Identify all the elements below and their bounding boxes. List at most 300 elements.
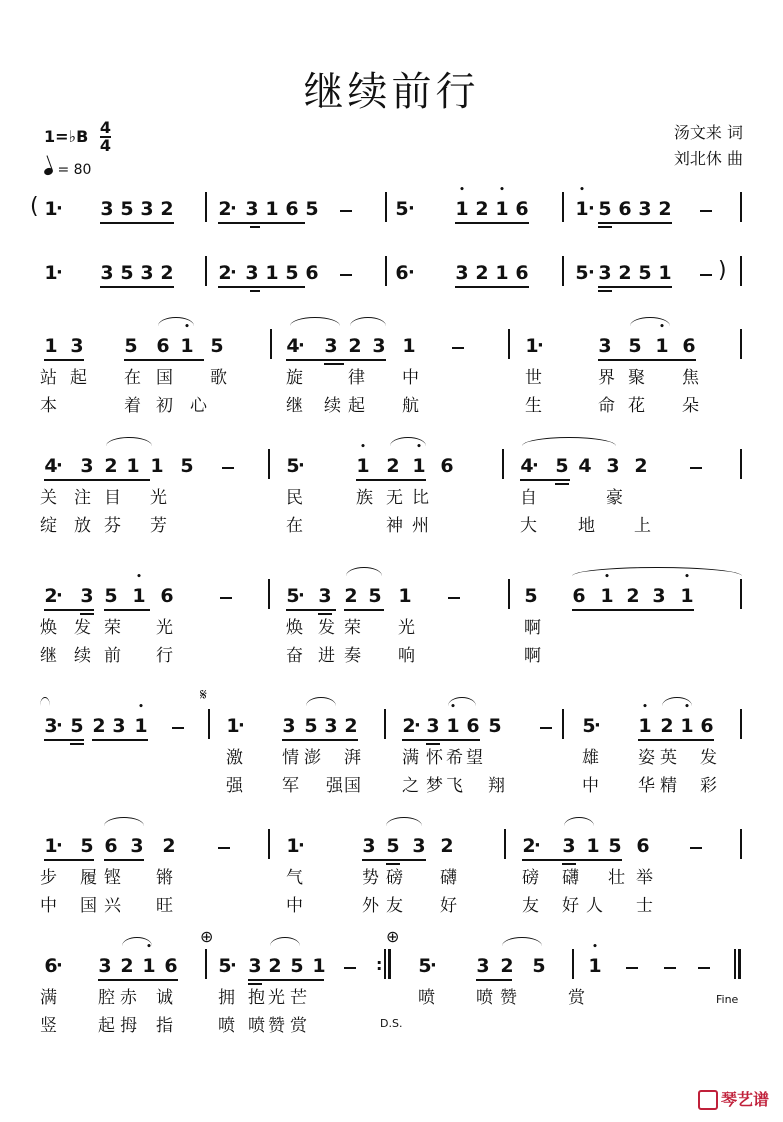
underline-beat: [598, 222, 672, 224]
bar-line: [508, 579, 510, 609]
underline-beat: [218, 222, 245, 224]
jianpu-note: • 1: [680, 715, 694, 737]
dot: ·: [408, 198, 415, 219]
quarter-note-icon: [43, 167, 54, 177]
underline-beat: [286, 609, 336, 611]
dot: ·: [56, 715, 63, 736]
lyric-char: 在: [124, 368, 141, 388]
jianpu-note: 5: [210, 335, 224, 357]
lyric-char: 起: [98, 1016, 115, 1036]
lyric-char: 赤: [120, 988, 137, 1008]
slur-arc: [390, 437, 426, 446]
jianpu-note: 2: [160, 198, 174, 220]
sustain-dash: [690, 467, 702, 469]
lyric-char: 世: [525, 368, 542, 388]
lyric-char: 继: [40, 646, 57, 666]
lyric-char: 士: [636, 896, 653, 916]
sustain-dash: [448, 597, 460, 599]
repeat-bar: [388, 949, 391, 979]
underline-beat: [70, 743, 84, 745]
lyric-char: 彩: [700, 776, 717, 796]
underline-beat: [282, 739, 358, 741]
lyric-char: 继: [286, 396, 303, 416]
jianpu-note: 1: [402, 335, 416, 357]
lyric-char: 抱: [248, 988, 265, 1008]
slur-arc: [522, 437, 616, 446]
jianpu-note: 2: [344, 585, 358, 607]
time-bottom: 4: [99, 136, 111, 155]
dot: ·: [298, 455, 305, 476]
jianpu-note: 4: [44, 455, 58, 477]
jianpu-note: 5: [290, 955, 304, 977]
jianpu-note: 1: [44, 262, 58, 284]
underline-beat: [104, 479, 150, 481]
jianpu-note: • 1: [412, 455, 426, 477]
lyric-char: 举: [636, 868, 653, 888]
jianpu-note: 5: [304, 715, 318, 737]
lyric-char: 歌: [210, 368, 227, 388]
jianpu-note: 6: [636, 835, 650, 857]
bar-line: [572, 949, 574, 979]
repeat-dots: :: [376, 955, 383, 974]
jianpu-note: 6: [682, 335, 696, 357]
lyric-char: 续: [74, 646, 91, 666]
jianpu-note: 3: [455, 262, 469, 284]
bar-line: [562, 192, 564, 222]
dot: ·: [588, 198, 595, 219]
jianpu-note: 3: [140, 198, 154, 220]
jianpu-note: 5: [395, 198, 409, 220]
underline-beat: [100, 286, 174, 288]
lyric-char: 大: [520, 516, 537, 536]
jianpu-note: 3: [324, 715, 338, 737]
jianpu-note: 1: [495, 262, 509, 284]
coda-icon: ⊕: [200, 927, 214, 946]
lyric-char: 界: [598, 368, 615, 388]
lyric-char: 怀: [426, 748, 443, 768]
slur-arc: [386, 817, 422, 826]
jianpu-note: 5: [286, 455, 300, 477]
underline-beat: [455, 286, 529, 288]
jianpu-note: 6: [285, 198, 299, 220]
lyric-char: 目: [104, 488, 121, 508]
bar-line: [740, 192, 742, 222]
lyric-char: 前: [104, 646, 121, 666]
dot: ·: [56, 835, 63, 856]
underline-beat: [455, 222, 529, 224]
jianpu-note: • 1: [455, 198, 469, 220]
lyric-char: 友: [386, 896, 403, 916]
bar-line: [385, 256, 387, 286]
lyric-char: 中: [582, 776, 599, 796]
lyric-char: 本: [40, 396, 57, 416]
jianpu-note: 1: [150, 455, 164, 477]
underline-beat: [100, 222, 174, 224]
underline-beat: [92, 739, 148, 741]
jianpu-note: 6: [466, 715, 480, 737]
bar-line: [205, 949, 207, 979]
lyric-char: 上: [634, 516, 651, 536]
underline-beat: [104, 609, 150, 611]
repeat-open: (: [30, 194, 39, 219]
underline-beat: [248, 979, 324, 981]
bar-line: [562, 256, 564, 286]
jianpu-note: 2: [626, 585, 640, 607]
lyric-char: 啊: [524, 646, 541, 666]
lyric-char: 比: [412, 488, 429, 508]
lyric-char: 强: [326, 776, 343, 796]
jianpu-note: 6: [700, 715, 714, 737]
lyric-char: 旋: [286, 368, 303, 388]
jianpu-note: 5: [582, 715, 596, 737]
sustain-dash: [698, 967, 710, 969]
jianpu-note: 5: [180, 455, 194, 477]
jianpu-note: 2: [660, 715, 674, 737]
bar-line: [268, 829, 270, 859]
underline-beat: [44, 739, 84, 741]
jianpu-note: 1: [126, 455, 140, 477]
slur-arc: [630, 317, 670, 326]
jianpu-note: 2: [344, 715, 358, 737]
lyric-char: 民: [286, 488, 303, 508]
lyric-char: 锵: [156, 868, 173, 888]
slur-arc: [270, 937, 300, 946]
lyric-char: 荣: [104, 618, 121, 638]
jianpu-note: 6: [104, 835, 118, 857]
dot: ·: [230, 198, 237, 219]
slur-arc: [564, 817, 594, 826]
slur-arc: [290, 317, 340, 326]
jianpu-note: 6: [572, 585, 586, 607]
slur-arc: [448, 697, 476, 706]
jianpu-note: 1: [586, 835, 600, 857]
sustain-dash: [700, 210, 712, 212]
jianpu-note: 3: [318, 585, 332, 607]
jianpu-note: • 1: [134, 715, 148, 737]
bar-line: [504, 829, 506, 859]
jianpu-note: • 1: [142, 955, 156, 977]
lyric-char: 英: [660, 748, 677, 768]
jianpu-note: 1: [658, 262, 672, 284]
jianpu-note: 3: [562, 835, 576, 857]
slur-arc: [106, 437, 152, 446]
jianpu-note: 3: [140, 262, 154, 284]
lyric-char: 发: [74, 618, 91, 638]
jianpu-note: 3: [372, 335, 386, 357]
bar-line: [740, 329, 742, 359]
jianpu-note: 5: [598, 198, 612, 220]
composer: 刘北休 曲: [673, 149, 743, 168]
jianpu-note: 5: [70, 715, 84, 737]
jianpu-note: • 1: [495, 198, 509, 220]
lyric-char: 外: [362, 896, 379, 916]
lyric-char: 站: [40, 368, 57, 388]
logo-icon: [698, 1090, 718, 1110]
lyric-char: 气: [286, 868, 303, 888]
jianpu-note: 1: [525, 335, 539, 357]
bar-line: [508, 329, 510, 359]
ds-marking: D.S.: [380, 1017, 403, 1030]
credits: [674, 120, 743, 172]
jianpu-note: • 1: [356, 455, 370, 477]
lyric-char: 满: [402, 748, 419, 768]
dot: ·: [534, 835, 541, 856]
jianpu-note: • 1: [600, 585, 614, 607]
jianpu-note: 5: [305, 198, 319, 220]
dot: ·: [56, 455, 63, 476]
jianpu-note: 3: [245, 262, 259, 284]
dot: ·: [56, 262, 63, 283]
lyric-char: 注: [74, 488, 91, 508]
jianpu-note: 6: [305, 262, 319, 284]
underline-beat: [245, 286, 305, 288]
lyric-char: 着: [124, 396, 141, 416]
sustain-dash: [452, 347, 464, 349]
lyric-char: 芳: [150, 516, 167, 536]
jianpu-note: • 1: [588, 955, 602, 977]
lyric-char: 心: [190, 396, 207, 416]
slur-arc: [40, 697, 50, 706]
jianpu-note: • 1: [655, 335, 669, 357]
lyric-char: 荣: [344, 618, 361, 638]
jianpu-note: 5: [524, 585, 538, 607]
jianpu-note: • 1: [446, 715, 460, 737]
lyric-char: 履: [80, 868, 97, 888]
lyric-char: 礴: [440, 868, 457, 888]
lyric-char: 华: [638, 776, 655, 796]
lyric-char: 友: [522, 896, 539, 916]
slur-arc: [122, 937, 152, 946]
lyric-char: 芒: [290, 988, 307, 1008]
jianpu-note: 6: [164, 955, 178, 977]
jianpu-note: 6: [515, 262, 529, 284]
slur-arc: [662, 697, 692, 706]
coda-icon: ⊕: [386, 927, 400, 946]
jianpu-note: 3: [324, 335, 338, 357]
lyric-char: 聚: [628, 368, 645, 388]
underline-beat: [245, 222, 305, 224]
underline-beat: [522, 859, 622, 861]
lyric-char: 磅: [522, 868, 539, 888]
jianpu-note: 2: [658, 198, 672, 220]
dot: ·: [230, 262, 237, 283]
underline-beat: [218, 286, 245, 288]
jianpu-note: 3: [70, 335, 84, 357]
underline-beat: [598, 286, 672, 288]
key-label: 1=♭B: [44, 126, 89, 146]
jianpu-note: 3: [412, 835, 426, 857]
jianpu-note: 2: [522, 835, 536, 857]
jianpu-note: • 1: [132, 585, 146, 607]
bar-line: [205, 192, 207, 222]
lyric-char: 响: [398, 646, 415, 666]
lyric-char: 翔: [488, 776, 505, 796]
lyric-char: 朵: [682, 396, 699, 416]
lyric-char: 光: [398, 618, 415, 638]
dot: ·: [594, 715, 601, 736]
sustain-dash: [172, 727, 184, 729]
lyric-char: 指: [156, 1016, 173, 1036]
lyric-char: 奋: [286, 646, 303, 666]
time-top: 4: [99, 118, 111, 137]
lyric-char: 中: [286, 896, 303, 916]
jianpu-note: 3: [112, 715, 126, 737]
slur-arc: [502, 937, 542, 946]
jianpu-note: 2: [160, 262, 174, 284]
segno-icon: 𝄋: [200, 685, 207, 704]
underline-beat: [44, 609, 94, 611]
jianpu-note: 1: [226, 715, 240, 737]
lyric-char: 神: [386, 516, 403, 536]
jianpu-note: 5: [104, 585, 118, 607]
jianpu-note: 3: [44, 715, 58, 737]
jianpu-note: 5: [628, 335, 642, 357]
lyric-char: 旺: [156, 896, 173, 916]
dot: ·: [238, 715, 245, 736]
jianpu-note: 2: [500, 955, 514, 977]
jianpu-note: 1: [312, 955, 326, 977]
lyric-char: 花: [628, 396, 645, 416]
sustain-dash: [344, 967, 356, 969]
jianpu-note: 3: [130, 835, 144, 857]
dot: ·: [298, 585, 305, 606]
lyric-char: 在: [286, 516, 303, 536]
bar-line: [268, 449, 270, 479]
sustain-dash: [690, 847, 702, 849]
bar-line: [740, 709, 742, 739]
jianpu-note: 5: [218, 955, 232, 977]
jianpu-note: 2: [92, 715, 106, 737]
lyric-char: 续: [324, 396, 341, 416]
jianpu-note: 2: [120, 955, 134, 977]
bar-line: [268, 579, 270, 609]
underline-beat: [426, 739, 480, 741]
jianpu-note: 2: [386, 455, 400, 477]
jianpu-note: 2: [348, 335, 362, 357]
underline-beat: [104, 859, 144, 861]
jianpu-note: 5: [575, 262, 589, 284]
jianpu-note: • 1: [180, 335, 194, 357]
jianpu-note: 5: [418, 955, 432, 977]
lyric-char: 梦: [426, 776, 443, 796]
slur-arc: [572, 567, 742, 576]
jianpu-note: 2: [475, 262, 489, 284]
lyric-char: 兴: [104, 896, 121, 916]
jianpu-note: 3: [476, 955, 490, 977]
key-signature: [44, 120, 111, 154]
slur-arc: [350, 317, 386, 326]
underline-beat: [286, 359, 386, 361]
lyric-char: 自: [520, 488, 537, 508]
bar-line: [740, 579, 742, 609]
jianpu-note: 3: [98, 955, 112, 977]
lyric-char: 激: [226, 748, 243, 768]
jianpu-note: 3: [598, 262, 612, 284]
lyric-char: 壮: [608, 868, 625, 888]
jianpu-note: 2: [218, 262, 232, 284]
underline-beat: [598, 359, 696, 361]
dot: ·: [56, 955, 63, 976]
lyric-char: 好: [440, 896, 457, 916]
lyric-char: 喷: [476, 988, 493, 1008]
repeat-close: ): [718, 258, 727, 283]
bar-line: [384, 709, 386, 739]
lyric-char: 之: [402, 776, 419, 796]
underline-beat: [44, 859, 94, 861]
jianpu-note: 5: [124, 335, 138, 357]
jianpu-note: 3: [245, 198, 259, 220]
dot: ·: [537, 335, 544, 356]
jianpu-note: 2: [218, 198, 232, 220]
jianpu-note: 5: [285, 262, 299, 284]
jianpu-note: 6: [44, 955, 58, 977]
underline-beat: [324, 363, 344, 365]
lyric-char: 喷: [218, 1016, 235, 1036]
lyric-char: 情: [282, 748, 299, 768]
jianpu-note: 5: [386, 835, 400, 857]
jianpu-note: 6: [160, 585, 174, 607]
final-bar: [738, 949, 741, 979]
lyric-char: 国: [156, 368, 173, 388]
jianpu-note: 2: [104, 455, 118, 477]
jianpu-note: 3: [652, 585, 666, 607]
underline-beat: [626, 609, 694, 611]
lyric-char: 焦: [682, 368, 699, 388]
lyric-char: 诚: [156, 988, 173, 1008]
repeat-bar: [384, 949, 386, 979]
underline-beat: [520, 479, 570, 481]
jianpu-note: 4: [578, 455, 592, 477]
lyric-char: 国: [80, 896, 97, 916]
dot: ·: [230, 955, 237, 976]
underline-beat: [572, 609, 632, 611]
jianpu-note: 1: [265, 198, 279, 220]
lyric-char: 豪: [606, 488, 623, 508]
lyric-char: 赏: [568, 988, 585, 1008]
jianpu-note: 6: [618, 198, 632, 220]
lyric-char: 湃: [344, 748, 361, 768]
jianpu-note: 5: [120, 198, 134, 220]
lyric-char: 族: [356, 488, 373, 508]
underline-beat: [638, 739, 714, 741]
jianpu-note: 6: [515, 198, 529, 220]
lyric-char: 磅: [386, 868, 403, 888]
jianpu-note: 5: [286, 585, 300, 607]
lyric-char: 光: [156, 618, 173, 638]
bar-line: [740, 829, 742, 859]
jianpu-note: 2: [634, 455, 648, 477]
lyric-char: 律: [348, 368, 365, 388]
jianpu-note: 3: [80, 585, 94, 607]
lyric-char: 发: [700, 748, 717, 768]
jianpu-note: 5: [532, 955, 546, 977]
lyric-char: 赏: [290, 1016, 307, 1036]
underline-beat: [402, 739, 426, 741]
lyric-char: 无: [386, 488, 403, 508]
lyric-char: 放: [74, 516, 91, 536]
tempo-value: = 80: [57, 162, 92, 178]
dot: ·: [588, 262, 595, 283]
lyric-char: 好: [562, 896, 579, 916]
jianpu-note: 1: [44, 198, 58, 220]
jianpu-note: 5: [488, 715, 502, 737]
lyric-char: 姿: [638, 748, 655, 768]
bar-line: [208, 709, 210, 739]
jianpu-note: 4: [286, 335, 300, 357]
jianpu-note: 5: [120, 262, 134, 284]
lyric-char: 望: [466, 748, 483, 768]
lyric-char: 飞: [446, 776, 463, 796]
